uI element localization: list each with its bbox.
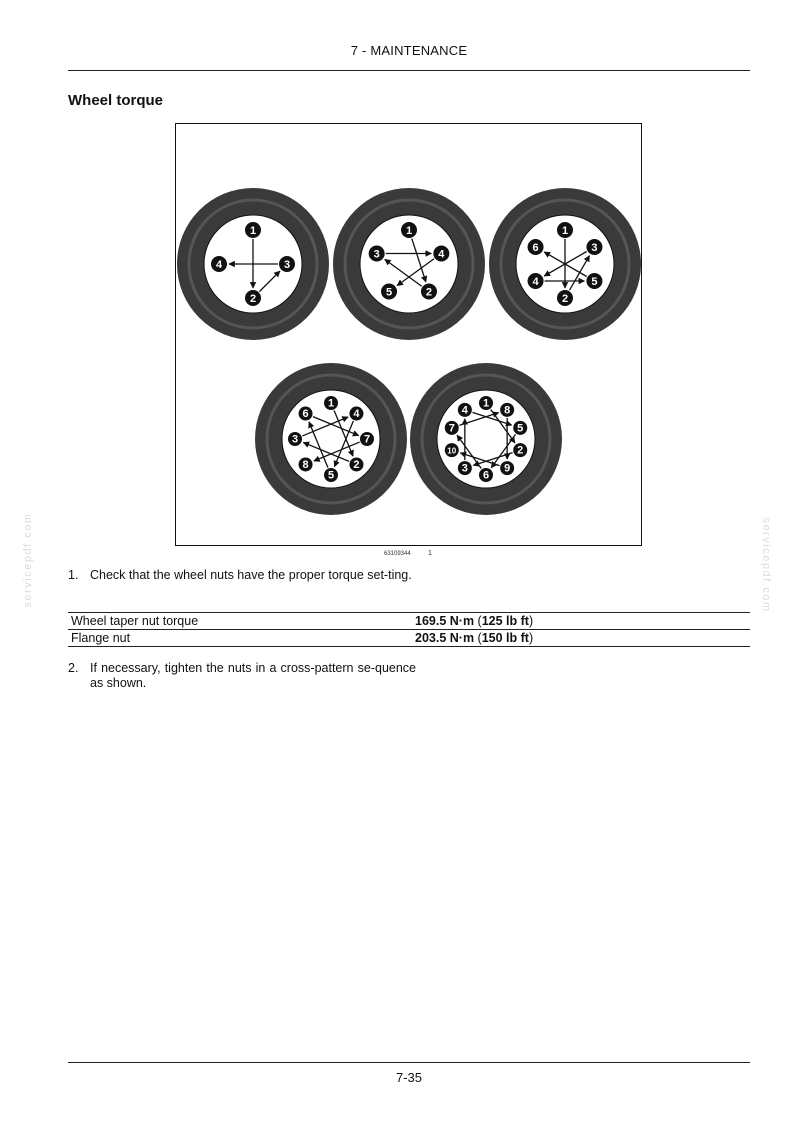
lug-nut-label: 4 — [215, 259, 223, 271]
lug-nut-label: 1 — [405, 225, 413, 237]
lug-nut-label: 4 — [353, 408, 360, 421]
header-rule — [68, 70, 750, 71]
wheel-4-nut — [177, 188, 329, 340]
lug-nut-label: 2 — [353, 458, 360, 471]
lug-nut-label: 3 — [283, 259, 291, 271]
lug-nut-label: 6 — [532, 242, 539, 254]
torque-value-imperial: 125 lb ft — [481, 614, 529, 628]
lug-nut-label: 3 — [461, 462, 468, 475]
page-header-title: 7 - MAINTENANCE — [350, 43, 468, 58]
paren-close: ) — [528, 631, 534, 645]
torque-spec-table — [68, 612, 750, 647]
lug-nut-label: 7 — [363, 433, 371, 446]
section-title: Wheel torque — [68, 92, 164, 109]
step-1 — [68, 568, 416, 583]
torque-value — [412, 613, 750, 630]
paren-open: ( — [474, 614, 482, 628]
lug-nut-label: 6 — [302, 408, 309, 421]
lug-nut-label: 2 — [561, 293, 569, 305]
lug-nut-label: 6 — [482, 469, 490, 482]
lug-nut-label: 3 — [373, 248, 380, 261]
figure-code: 63109344 — [384, 551, 411, 557]
wheel-6-nut — [489, 188, 641, 340]
watermark-left: servicepdf.com — [22, 512, 34, 608]
step-2 — [68, 661, 416, 691]
torque-value-metric: 203.5 N·m — [415, 631, 475, 645]
step-text: Check that the wheel nuts have the proper torque set-ting. — [90, 568, 412, 582]
lug-nut-label: 10 — [447, 446, 457, 456]
wheel-10-nut — [410, 363, 562, 515]
lug-nut-label: 1 — [327, 397, 335, 410]
lug-nut-label: 1 — [561, 225, 569, 237]
figure-number: 1 — [428, 550, 432, 557]
lug-nut-label: 2 — [425, 286, 433, 299]
torque-label: Wheel taper nut torque — [68, 613, 412, 630]
paren-open: ( — [474, 631, 482, 645]
lug-nut-label: 5 — [327, 469, 335, 482]
lug-nut-label: 7 — [448, 422, 455, 435]
torque-value-metric: 169.5 N·m — [415, 614, 475, 628]
lug-nut-label: 4 — [438, 248, 445, 261]
watermark-right: servicepdf.com — [760, 517, 772, 613]
lug-nut-label: 1 — [249, 225, 257, 237]
torque-label: Flange nut — [68, 630, 412, 647]
lug-nut-label: 8 — [302, 458, 309, 471]
torque-value — [412, 630, 750, 647]
step-number: 1. — [68, 568, 79, 582]
table-row — [68, 613, 750, 630]
wheel-8-nut — [255, 363, 407, 515]
lug-nut-label: 5 — [517, 422, 524, 435]
page-number: 7-35 — [395, 1070, 423, 1085]
wheel-5-nut — [333, 188, 485, 340]
lug-nut-label: 4 — [532, 276, 539, 288]
lug-nut-label: 5 — [385, 286, 393, 299]
lug-nut-label: 9 — [504, 462, 511, 475]
lug-nut-label: 4 — [461, 404, 468, 417]
step-number: 2. — [68, 661, 79, 675]
lug-nut-label: 1 — [482, 397, 490, 410]
lug-nut-label: 2 — [249, 293, 257, 305]
wheel-pattern-illustration — [176, 124, 641, 545]
lug-nut-label: 3 — [291, 433, 299, 446]
wheel-torque-figure — [175, 123, 642, 546]
lug-nut-label: 2 — [517, 444, 524, 457]
footer-rule — [68, 1062, 750, 1063]
paren-close: ) — [528, 614, 534, 628]
lug-nut-label: 8 — [504, 404, 511, 417]
lug-nut-label: 5 — [591, 276, 598, 288]
step-text: If necessary, tighten the nuts in a cross-pattern se-quence as shown. — [90, 661, 416, 690]
torque-value-imperial: 150 lb ft — [481, 631, 529, 645]
table-row — [68, 630, 750, 647]
lug-nut-label: 3 — [591, 242, 598, 254]
